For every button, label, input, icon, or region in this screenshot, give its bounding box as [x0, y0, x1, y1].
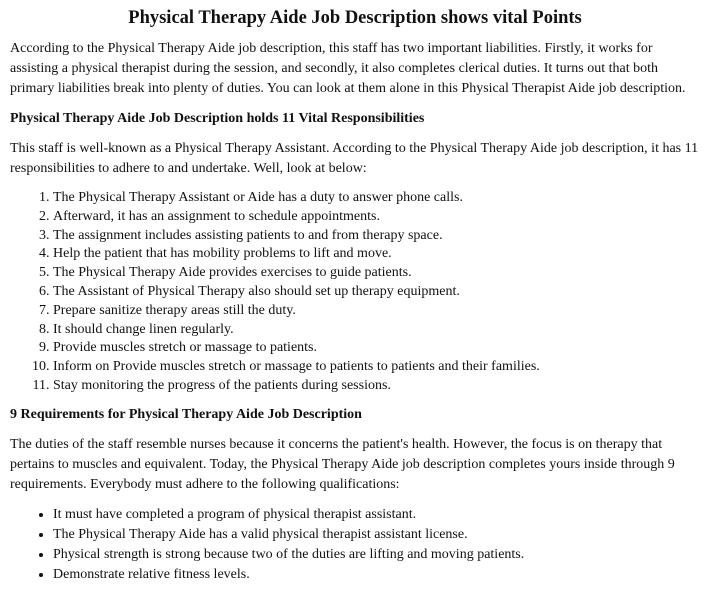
section-heading-requirements: 9 Requirements for Physical Therapy Aide Job Description — [10, 406, 362, 422]
list-item: 6. The Assistant of Physical Therapy also should set up therapy equipment. — [53, 283, 700, 302]
list-item: 5. The Physical Therapy Aide provides exercises to guide patients. — [53, 264, 700, 283]
list-item: • The Physical Therapy Aide has a valid physical therapist assistant license. — [53, 525, 700, 545]
responsibilities-paragraph: This staff is well-known as a Physical Therapy Assistant. According to the Physical Therapy Aide job description, it has 11 responsibilities to adhere to and undertake. Well, look at below: — [10, 141, 699, 176]
list-item: 7. Prepare sanitize therapy areas still the duty. — [53, 302, 700, 321]
list-item: • Physical strength is strong because two of the duties are lifting and moving patients. — [53, 545, 700, 565]
section-heading-responsibilities: Physical Therapy Aide Job Description holds 11 Vital Responsibilities — [10, 111, 425, 126]
requirements-list — [10, 505, 700, 585]
list-item: 11. Stay monitoring the progress of the patients during sessions. — [53, 377, 700, 396]
list-item: 9. Provide muscles stretch or massage to patients. — [53, 339, 700, 358]
list-item: • It must have completed a program of physical therapist assistant. — [53, 505, 700, 525]
requirements-paragraph: The duties of the staff resemble nurses because it concerns the patient's health. However, the focus is on therapy that pertains to muscles and equivalent. Today, the Physical Therapy Aide job description completes yours inside through 9 requirements. Everybody must adhere to the following qualifications: — [10, 436, 675, 492]
intro-paragraph: According to the Physical Therapy Aide job description, this staff has two important liabilities. Firstly, it works for assisting a physical therapist during the session, and secondly, it also completes clerical duties. It turns out that both primary liabilities break into plenty of duties. You can look at them alone in this Physical Therapist Aide job description. — [10, 41, 686, 96]
list-item: 1. The Physical Therapy Assistant or Aide has a duty to answer phone calls. — [53, 189, 700, 208]
responsibilities-list — [10, 189, 700, 396]
page-title: Physical Therapy Aide Job Description shows vital Points — [128, 8, 582, 28]
list-item: 8. It should change linen regularly. — [53, 321, 700, 340]
list-item: 2. Afterward, it has an assignment to schedule appointments. — [53, 208, 700, 227]
list-item: 3. The assignment includes assisting patients to and from therapy space. — [53, 227, 700, 246]
list-item: 10. Inform on Provide muscles stretch or massage to patients to patients and their families. — [53, 358, 700, 377]
list-item: 4. Help the patient that has mobility problems to lift and move. — [53, 245, 700, 264]
list-item: • Demonstrate relative fitness levels. — [53, 565, 700, 585]
